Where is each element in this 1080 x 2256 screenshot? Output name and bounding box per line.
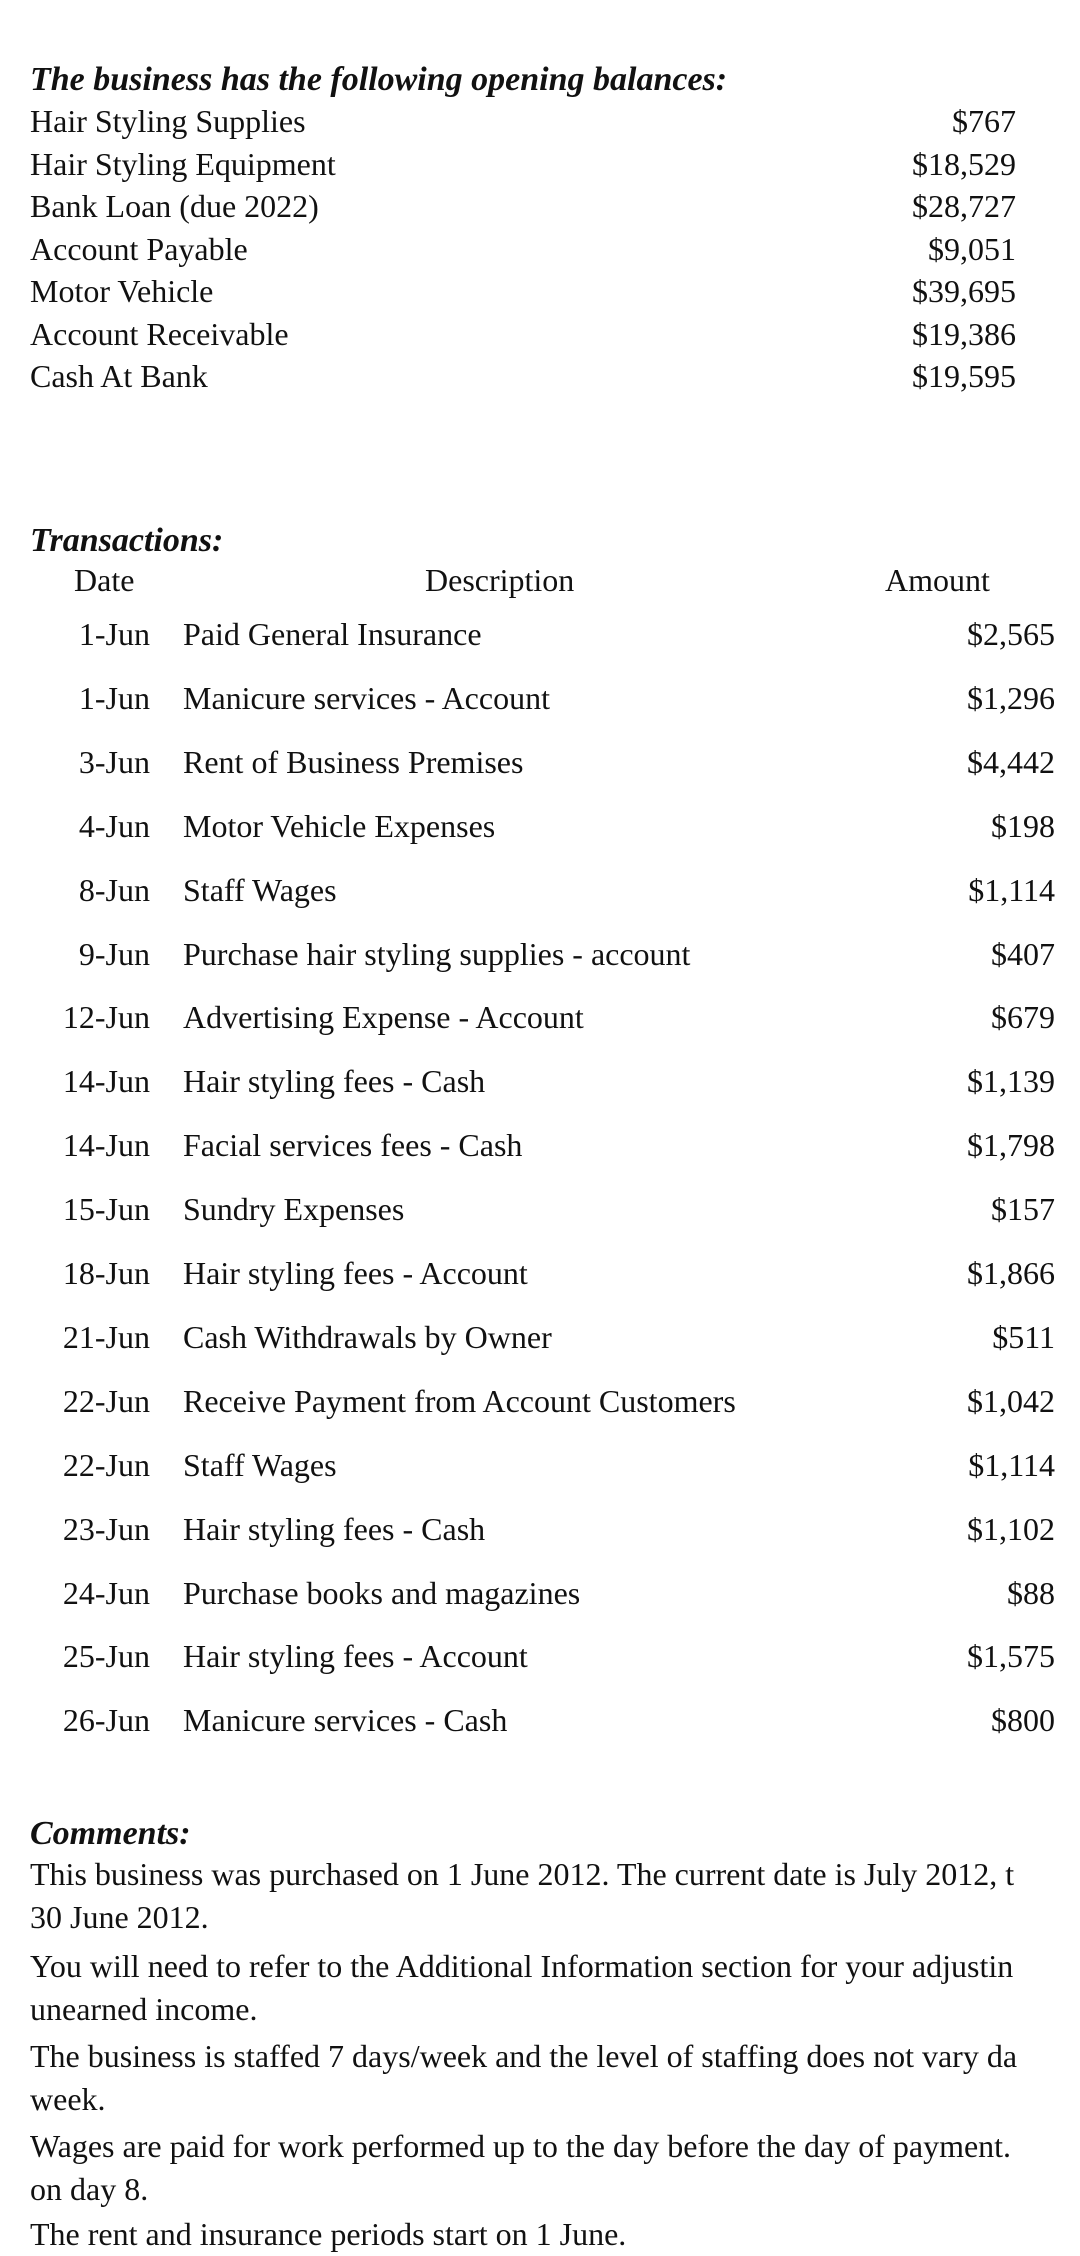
transaction-amount: $4,442: [967, 743, 1055, 780]
transaction-date: 23-Jun: [62, 1510, 150, 1547]
transaction-date: 26-Jun: [62, 1702, 150, 1739]
table-row: [0, 1445, 1080, 1489]
transaction-amount: $157: [991, 1191, 1055, 1228]
balance-label: Bank Loan (due 2022): [30, 188, 319, 224]
transaction-description: Staff Wages: [183, 1446, 337, 1483]
balance-value: $39,695: [912, 273, 1016, 309]
transaction-amount: $1,114: [968, 871, 1055, 908]
table-row: [0, 1509, 1080, 1553]
table-row: [0, 870, 1080, 914]
transaction-amount: $1,139: [967, 1063, 1055, 1100]
transaction-amount: $679: [991, 999, 1055, 1036]
transaction-amount: $407: [991, 935, 1055, 972]
balance-label: Hair Styling Equipment: [30, 145, 336, 182]
transactions-heading: Transactions:: [30, 522, 224, 559]
transaction-date: 18-Jun: [62, 1255, 150, 1291]
balance-value: $767: [952, 103, 1016, 139]
table-row: [0, 1253, 1080, 1297]
transaction-date: 14-Jun: [62, 1063, 150, 1100]
transaction-date: 22-Jun: [62, 1382, 150, 1419]
transaction-amount: $1,042: [967, 1382, 1055, 1419]
transaction-amount: $198: [991, 807, 1055, 844]
comment-line: on day 8.: [30, 2171, 149, 2207]
transaction-date: 4-Jun: [78, 807, 150, 844]
transaction-amount: $800: [991, 1702, 1055, 1739]
balance-value: $18,529: [912, 145, 1016, 182]
comment-line: You will need to refer to the Additional Information section for your adjustin: [30, 1948, 1014, 1984]
column-header-date: Date: [74, 562, 135, 598]
transaction-description: Facial services fees - Cash: [183, 1127, 523, 1164]
table-row: [0, 1317, 1080, 1361]
column-header-description: Description: [425, 562, 575, 598]
transaction-amount: $1,102: [967, 1510, 1055, 1547]
transaction-amount: $1,575: [967, 1638, 1055, 1675]
balance-label: Cash At Bank: [30, 358, 208, 394]
transaction-description: Rent of Business Premises: [183, 743, 524, 780]
balance-row: [0, 356, 1080, 400]
balance-value: $9,051: [928, 230, 1016, 267]
comment-line: Wages are paid for work performed up to the day before the day of payment.: [30, 2128, 1012, 2164]
column-header-amount: Amount: [885, 562, 990, 598]
transaction-description: Cash Withdrawals by Owner: [183, 1318, 552, 1355]
balance-row: [0, 271, 1080, 315]
transaction-amount: $88: [1007, 1574, 1055, 1611]
transaction-date: 1-Jun: [78, 616, 150, 652]
balance-label: Account Payable: [30, 230, 248, 267]
table-row: [0, 997, 1080, 1041]
table-row: [0, 1061, 1080, 1105]
transaction-description: Advertising Expense - Account: [183, 999, 584, 1036]
transaction-date: 9-Jun: [78, 935, 150, 972]
transaction-description: Receive Payment from Account Customers: [183, 1382, 736, 1419]
transaction-date: 12-Jun: [62, 999, 150, 1036]
balance-label: Hair Styling Supplies: [30, 103, 306, 139]
transaction-date: 14-Jun: [62, 1127, 150, 1164]
transaction-date: 24-Jun: [62, 1574, 150, 1611]
balance-value: $19,595: [912, 358, 1016, 394]
transaction-description: Hair styling fees - Account: [183, 1255, 528, 1291]
comment-line: The business is staffed 7 days/week and the level of staffing does not vary da: [30, 2038, 1018, 2074]
balance-label: Account Receivable: [30, 315, 289, 352]
comment-line: The rent and insurance periods start on 1 June.: [30, 2216, 627, 2252]
comments-heading: Comments:: [30, 1815, 191, 1852]
transaction-date: 8-Jun: [78, 871, 150, 908]
transaction-description: Motor Vehicle Expenses: [183, 807, 496, 844]
table-row: [0, 1573, 1080, 1617]
table-row: [0, 806, 1080, 850]
table-row: [0, 1636, 1080, 1680]
table-row: [0, 1125, 1080, 1169]
transaction-amount: $511: [992, 1318, 1055, 1355]
comment-line: unearned income.: [30, 1991, 258, 2027]
transaction-date: 25-Jun: [62, 1638, 150, 1675]
transaction-description: Hair styling fees - Cash: [183, 1063, 486, 1100]
balance-label: Motor Vehicle: [30, 273, 214, 309]
balance-value: $19,386: [912, 315, 1016, 352]
transaction-date: 22-Jun: [62, 1446, 150, 1483]
table-row: [0, 1700, 1080, 1744]
balance-row: [0, 144, 1080, 188]
balance-row: [0, 314, 1080, 358]
balance-value: $28,727: [912, 188, 1016, 224]
table-row: [0, 1189, 1080, 1233]
transaction-date: 1-Jun: [78, 679, 150, 716]
transaction-amount: $1,296: [967, 679, 1055, 716]
transaction-description: Hair styling fees - Account: [183, 1638, 528, 1675]
transaction-date: 21-Jun: [62, 1318, 150, 1355]
comment-line: week.: [30, 2081, 106, 2117]
table-row: [0, 742, 1080, 786]
table-row: [0, 934, 1080, 978]
balance-row: [0, 101, 1080, 145]
transaction-description: Manicure services - Cash: [183, 1702, 508, 1739]
transaction-amount: $1,866: [967, 1255, 1055, 1291]
table-row: [0, 614, 1080, 658]
transaction-description: Hair styling fees - Cash: [183, 1510, 486, 1547]
transaction-amount: $1,798: [967, 1127, 1055, 1164]
transaction-description: Paid General Insurance: [183, 616, 482, 652]
balance-row: [0, 186, 1080, 230]
comment-line: 30 June 2012.: [30, 1899, 209, 1935]
comment-line: This business was purchased on 1 June 2012. The current date is July 2012, t: [30, 1856, 1015, 1892]
transaction-amount: $2,565: [967, 616, 1055, 652]
balances-heading: The business has the following opening balances:: [30, 61, 728, 98]
transaction-description: Sundry Expenses: [183, 1191, 405, 1228]
transaction-amount: $1,114: [968, 1446, 1055, 1483]
table-row: [0, 1381, 1080, 1425]
transaction-description: Manicure services - Account: [183, 679, 550, 716]
table-row: [0, 678, 1080, 722]
balance-row: [0, 229, 1080, 273]
transaction-description: Staff Wages: [183, 871, 337, 908]
transaction-date: 3-Jun: [78, 743, 150, 780]
transaction-date: 15-Jun: [62, 1191, 150, 1228]
transaction-description: Purchase hair styling supplies - account: [183, 935, 691, 972]
transaction-description: Purchase books and magazines: [183, 1574, 581, 1611]
